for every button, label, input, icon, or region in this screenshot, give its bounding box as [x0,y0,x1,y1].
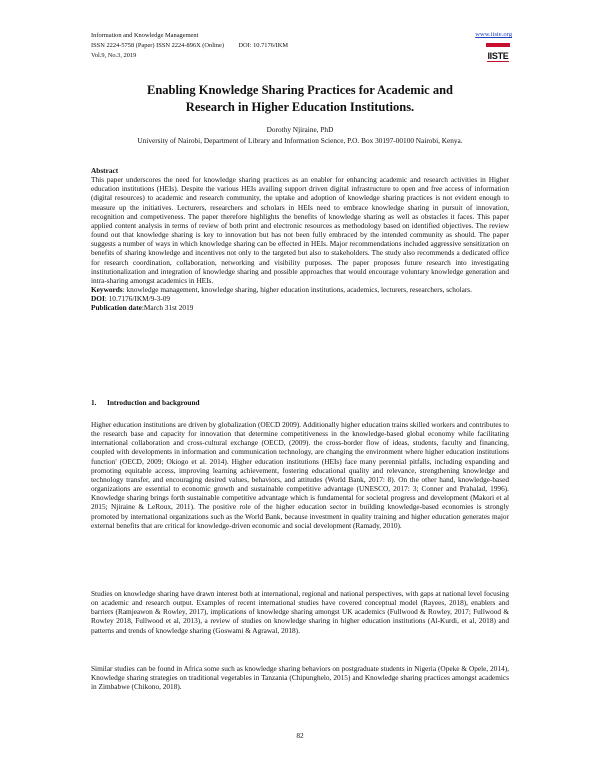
doi-text: : 10.7176/IKM/9-3-09 [104,294,171,304]
page-number: 82 [296,731,304,740]
journal-issn: ISSN 2224-5758 (Paper) ISSN 2224-896X (Online) [91,42,224,50]
paragraph-3-text: Similar studies can be found in Africa some such as knowledge sharing behaviors on postgraduate students in Nigeria (Opeke & Opele, 2014), Knowledge sharing strategies on traditional vegetables in Tanzania (Chipunghelo, 2015) and Knowledge sharing practices amongst academics in Zimbabwe (Chikono, 2018). [91,664,509,692]
keywords-text: : knowledge management, knowledge sharing, higher education institutions, academics, lecturers, researchers, scholars. [122,285,472,295]
journal-doi: DOI: 10.7176/IKM [238,42,289,50]
paper-title-line1: Enabling Knowledge Sharing Practices for Academic and [146,83,454,97]
pubdate-line [91,303,509,312]
journal-url-link[interactable]: www.iiste.org [475,31,512,38]
section-heading [91,398,200,407]
paragraph-2 [91,589,509,635]
author-affiliation: University of Nairobi, Department of Library and Information Science, P.O. Box 30197-00100 Nairobi, Kenya. [137,136,463,145]
pubdate-text: :March 31st 2019 [141,303,194,313]
keywords-line [91,285,509,294]
logo-text: IISTE [487,48,509,64]
paragraph-1-text: Higher education institutions are driven by globalization (OECD 2009). Additionally higher education trains skilled workers and contributes to the research base and capacity for innovation that determine competitiveness in the knowledge-based global economy while facilitating international collaboration and cross-cultural exchange (OECD, (2009). the cross-border flow of ideas, students, faculty and financing, coupled with developments in information and communication technology, are changing the environment where higher education institutions function' (OECD, 2009; Okiogo et al. 2014). Higher education institutions (HEIs) face many perennial pitfalls, including expanding and promoting equitable access, improving learning achievement, fostering educational quality and relevance, strengthening knowledge and technology transfer, and encouraging desired values, behaviors, and attitudes (World Bank, 2017: 8). On the other hand, knowledge-based organizations are essential to economic growth and sustainable competitive advantage (UNESCO, 2017: 3; Conner and Prahalad, 1996). Knowledge sharing brings forth sustainable competitive advantage which is fundamental for societal progress and development (Makori et al 2015; Njiraine & LeRoux, 2011). The positive role of the higher education sector in building knowledge-based economies is strongly promoted by international organizations such as the World Bank, because investment in quality training and higher education generates major external benefits that are critical for knowledge-driven economic and social development (Ramady, 2010). [91,420,509,530]
paper-title-line2: Research in Higher Education Institutions. [185,100,415,114]
abstract-text: This paper underscores the need for knowledge sharing practices as an enabler for enhancing academic and research activities in Higher education institutions (HEIs). Despite the various HEIs availing support driven digital infrastructure to open and free access of information (digital resources) to academic and research community, the uptake and adoption of knowledge sharing practices is not evident enough to measure up the initiatives. Lecturers, researchers and scholars in HEIs need to embrace knowledge sharing in pursuit of innovation, recognition and competiveness. The paper therefore highlights the benefits of knowledge sharing as well as obstacles it faces. This paper applied content analysis in terms of review of both print and electronic resources as methodology based on identified objectives. The review found out that knowledge sharing is key to innovation but has not been fully embraced by the intended community as should. The paper suggests a number of ways in which knowledge sharing can be effected in HEIs. Major recommendations included aggressive sensitization on benefits of sharing knowledge and incentives not only to the targeted but also to stakeholders. The study also recommends a dedicated office for research coordination, collaboration, networking and visibility purposes. The paper proposes future research into investigating institutionalization and integration of knowledge sharing and possible approaches that would encourage voluntary knowledge generation and intra-sharing amongst academics in HEIs. [91,175,509,285]
journal-name: Information and Knowledge Management [91,32,199,39]
abstract-block [91,166,509,313]
keywords-label: Keywords [91,285,123,295]
iiste-logo [486,43,510,65]
doi-label: DOI [91,294,105,304]
paragraph-3 [91,664,509,691]
author-name: Dorothy Njiraine, PhD [266,125,334,134]
pubdate-label: Publication date [91,303,142,313]
section-number: 1. [91,398,97,407]
doi-line [91,294,509,303]
journal-issn-doi [91,41,288,51]
paper-title [60,82,540,116]
logo-bar [486,43,510,47]
paragraph-2-text: Studies on knowledge sharing have drawn interest both at international, regional and national perspectives, with gaps at national level focusing on academic and research output. Examples of recent international studies have covered conceptual model (Rayees, 2018), enablers and barriers (Ramjeawon & Rowley, 2017), implications of knowledge sharing amongst UK academics (Fullwood & Rowley, 2017; Fullwood & Rowley 2018, Fullwood et al, 2013), a review of studies on knowledge sharing in higher education institutions (Al-Kurdi, et al, 2018) and patterns and trends of knowledge sharing (Goswami & Agrawal, 2018). [91,589,509,635]
abstract-heading: Abstract [91,166,119,175]
author-block [60,124,540,146]
journal-header [91,31,288,62]
journal-volume: Vol.9, No.3, 2019 [91,52,137,60]
section-title: Introduction and background [107,398,200,407]
paragraph-1 [91,420,509,530]
